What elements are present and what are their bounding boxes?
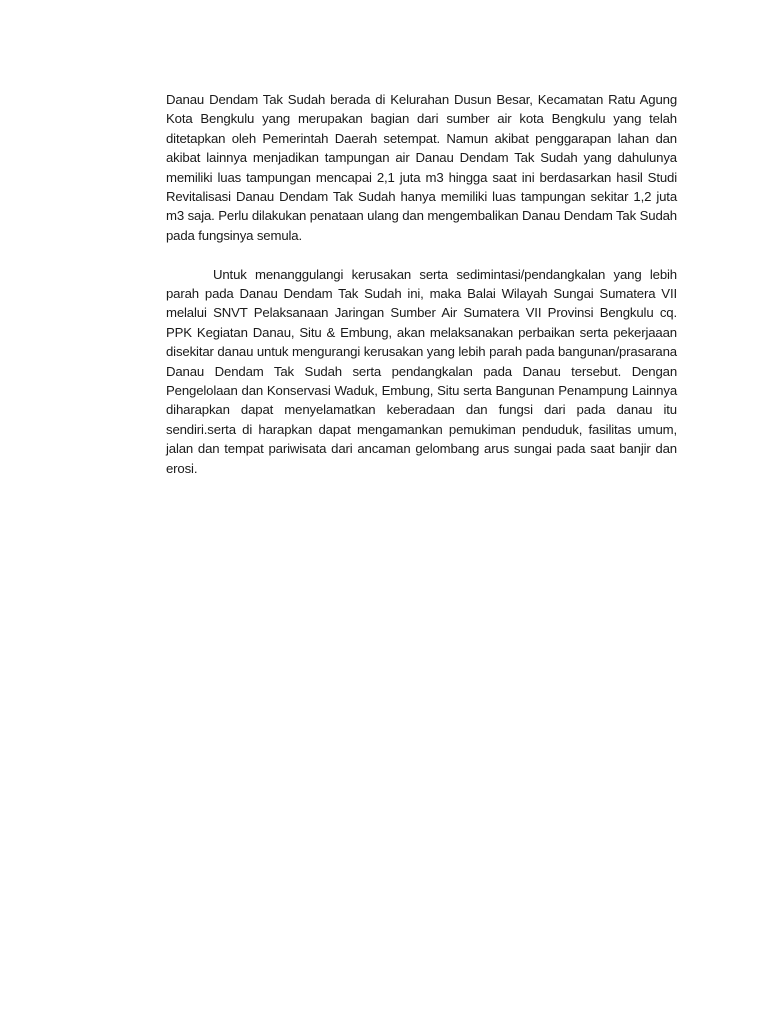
document-body [166, 90, 677, 478]
paragraph-2: Untuk menanggulangi kerusakan serta sedimintasi/pendangkalan yang lebih parah pada Danau Dendam Tak Sudah ini, maka Balai Wilayah Sungai Sumatera VII melalui SNVT Pelaksanaan Jaringan Sumber Air Sumatera VII Provinsi Bengkulu cq. PPK Kegiatan Danau, Situ & Embung, akan melaksanakan perbaikan serta pekerjaaan disekitar danau untuk mengurangi kerusakan yang lebih parah pada bangunan/prasarana Danau Dendam Tak Sudah serta pendangkalan pada Danau tersebut. Dengan Pengelolaan dan Konservasi Waduk, Embung, Situ serta Bangunan Penampung Lainnya diharapkan dapat menyelamatkan keberadaan dan fungsi dari pada danau itu sendiri.serta di harapkan dapat mengamankan pemukiman penduduk, fasilitas umum, jalan dan tempat pariwisata dari ancaman gelombang arus sungai pada saat banjir dan erosi. [166, 266, 677, 476]
paragraph-1: Danau Dendam Tak Sudah berada di Kelurahan Dusun Besar, Kecamatan Ratu Agung Kota Bengkulu yang merupakan bagian dari sumber air kota Bengkulu yang telah ditetapkan oleh Pemerintah Daerah setempat. Namun akibat penggarapan lahan dan akibat lainnya menjadikan tampungan air Danau Dendam Tak Sudah yang dahulunya memiliki luas tampungan mencapai 2,1 juta m3 hingga saat ini berdasarkan hasil Studi Revitalisasi Danau Dendam Tak Sudah hanya memiliki luas tampungan sekitar 1,2 juta m3 saja. Perlu dilakukan penataan ulang dan mengembalikan Danau Dendam Tak Sudah pada fungsinya semula. [166, 92, 677, 243]
